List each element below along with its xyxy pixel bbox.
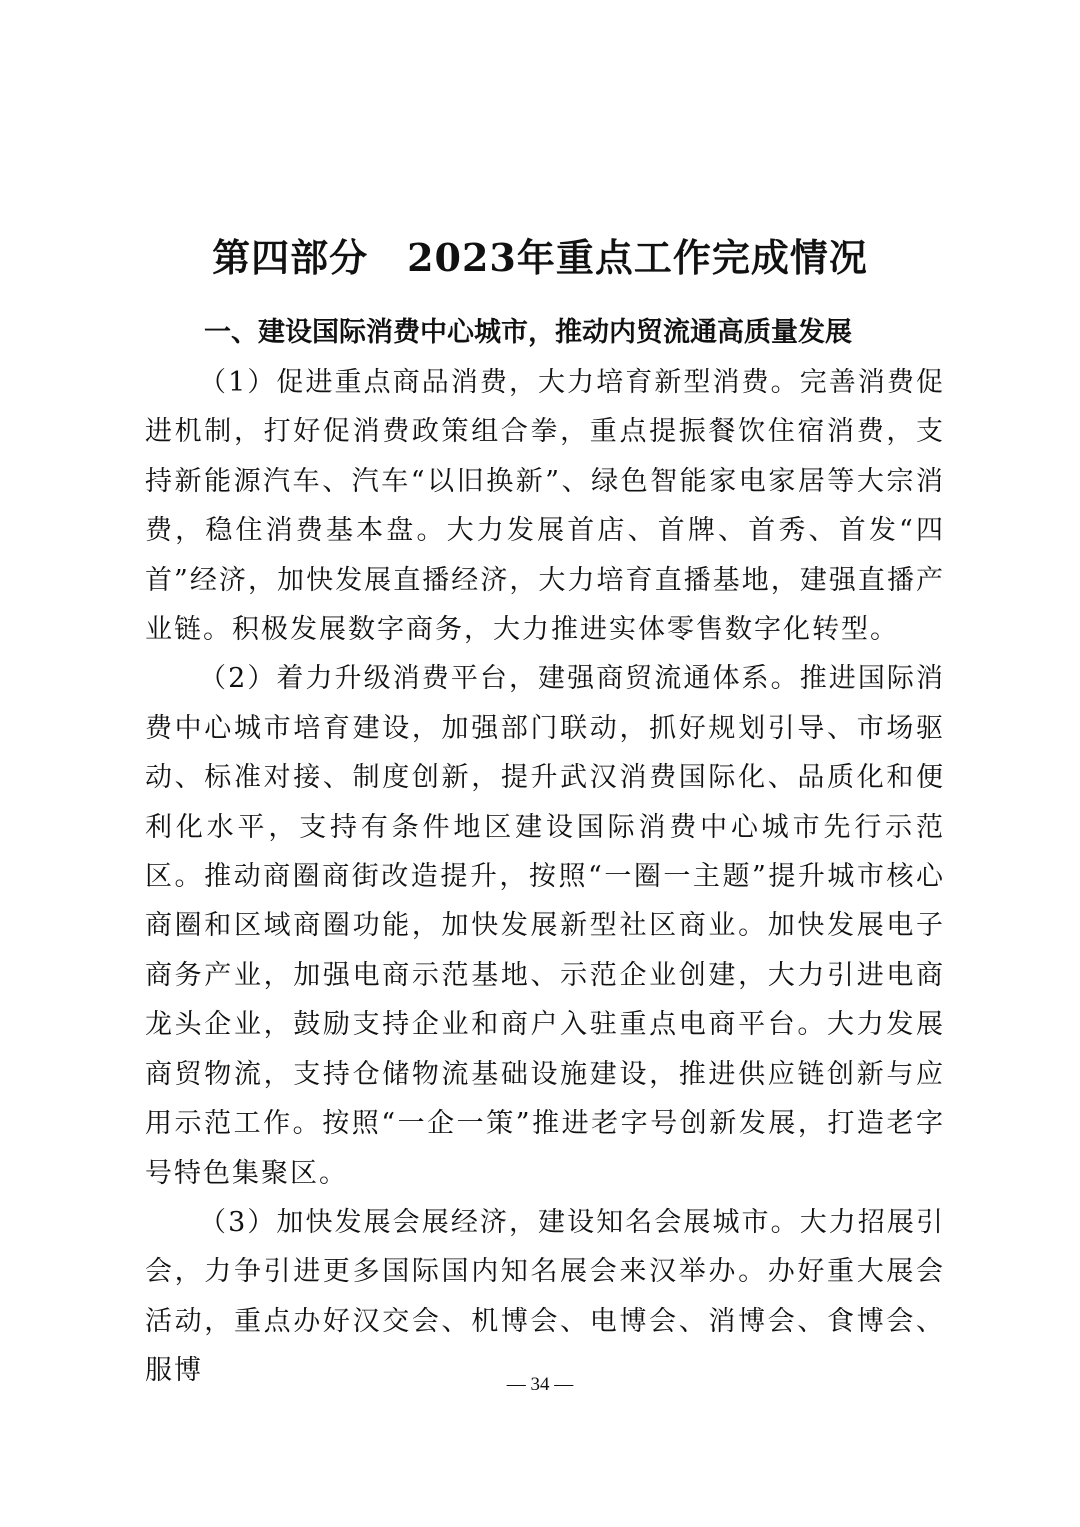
paragraph-3: （3）加快发展会展经济，建设知名会展城市。大力招展引会，力争引进更多国际国内知名展会来汉举办。办好重大展会活动，重点办好汉交会、机博会、电博会、消博会、食博会、服博 xyxy=(145,1206,945,1387)
section-heading: 一、建设国际消费中心城市，推动内贸流通高质量发展 xyxy=(204,317,852,348)
page-number: — 34 — xyxy=(506,1374,574,1395)
paragraph-2: （2）着力升级消费平台，建强商贸流通体系。推进国际消费中心城市培育建设，加强部门联动，抓好规划引导、市场驱动、标准对接、制度创新，提升武汉消费国际化、品质化和便利化水平，支持有条件地区建设国际消费中心城市先行示范区。推动商圈商街改造提升，按照“一圈一主题”提升城市核心商圈和区域商圈功能，加快发展新型社区商业。加快发展电子商务产业，加强电商示范基地、示范企业创建，大力引进电商龙头企业，鼓励支持企业和商户入驻重点电商平台。大力发展商贸物流，支持仓储物流基础设施建设，推进供应链创新与应用示范工作。按照“一企一策”推进老字号创新发展，打造老字号特色集聚区。 xyxy=(145,663,945,1189)
paragraph-1: （1）促进重点商品消费，大力培育新型消费。完善消费促进机制，打好促消费政策组合拳，重点提振餐饮住宿消费，支持新能源汽车、汽车“以旧换新”、绿色智能家电家居等大宗消费，稳住消费基本盘。大力发展首店、首牌、首秀、首发“四首”经济，加快发展直播经济，大力培育直播基地，建强直播产业链。积极发展数字商务，大力推进实体零售数字化转型。 xyxy=(145,367,945,646)
body-text xyxy=(145,358,945,1396)
page-title: 第四部分 2023年重点工作完成情况 xyxy=(212,235,868,281)
